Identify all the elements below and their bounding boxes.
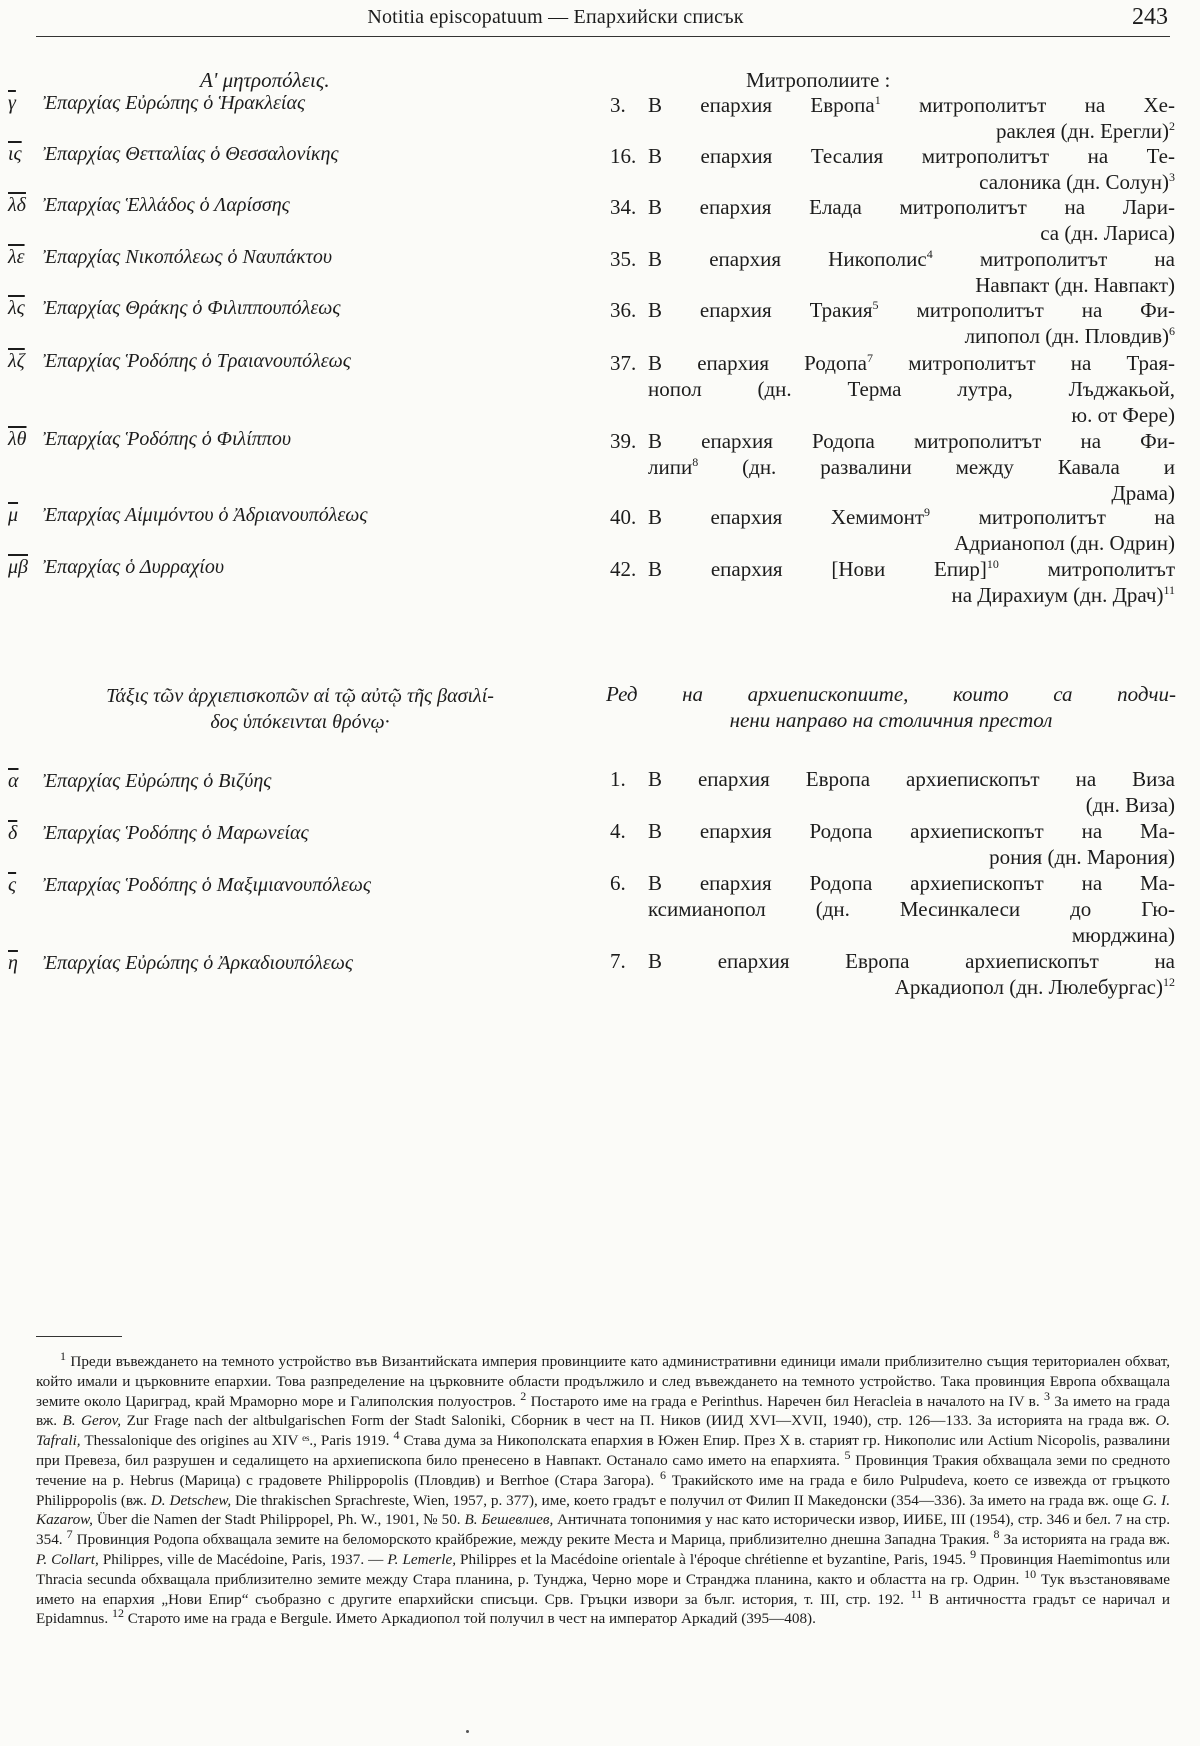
bulgarian-entry-text: В епархия Елада [648, 195, 862, 219]
greek-entry-number: $\overline{\alpha}$ [8, 770, 19, 792]
footnote-author: P. Collart, [36, 1550, 99, 1568]
footnote-mark: 3 [1043, 1388, 1050, 1403]
bulgarian-entry-text: Аркадиопол (дн. Люлебургас) [894, 975, 1163, 999]
footnote-mark: 11 [910, 1586, 923, 1601]
bulgarian-entry-text: митрополитът на [978, 505, 1175, 529]
footnote-ref: 2 [1169, 119, 1175, 133]
bulgarian-entry-text: са (дн. Лариса) [1040, 221, 1175, 245]
footnote-author: P. Lemerle, [387, 1550, 457, 1568]
bulgarian-entry-text: В епархия Тракия [648, 298, 873, 322]
greek-subheading-line: Τάξις τῶν ἀρχιεπισκοπῶν αἱ τῷ αὐτῷ τῆς βασιλί- [106, 685, 494, 707]
footnote-text: Philippes, ville de Macédoine, Paris, 1937. — [102, 1550, 384, 1568]
footnote-ref: 11 [1163, 583, 1175, 597]
bulgarian-entry-text: Навпакт (дн. Навпакт) [975, 273, 1175, 297]
bulgarian-entry [610, 948, 1175, 1000]
bulgarian-entry [610, 194, 1175, 246]
bulgarian-entry-text: мюрджина) [1071, 923, 1175, 947]
bulgarian-entry-text: В епархия [Нови Епир] [648, 557, 987, 581]
greek-entry-text: Ἐπαρχίας Ῥοδόπης ὁ Μαρωνείας [43, 822, 309, 844]
bulgarian-entry-text: салоника (дн. Солун) [979, 170, 1169, 194]
greek-entry-number: $\overline{\lambda\delta}$ [8, 194, 26, 216]
bulgarian-entry [610, 766, 1175, 818]
greek-entry-text: Ἐπαρχίας Ῥοδόπης ὁ Φιλίππου [43, 428, 291, 450]
footnote-author: B. Gerov, [62, 1412, 122, 1430]
bulgarian-entry-text: ксимианопол (дн. Месинкалеси до Гю- [648, 897, 1175, 921]
footnote-text: Zur Frage nach der altbulgarischen Form der Stadt Saloniki, Сборник в чест на П. Ников (ИИД XVI—XVII, 1940), стр. 126—133. За историята на града вж. [126, 1412, 1150, 1430]
greek-entry-number: $\overline{\lambda\varsigma}$ [8, 297, 25, 319]
bulgarian-entry-number: 16. [610, 144, 637, 168]
bulgarian-entry [610, 246, 1175, 298]
greek-entry [8, 556, 528, 579]
greek-entry-text: Ἐπαρχίας Εὐρώπης ὁ Βιζύης [43, 770, 272, 792]
greek-subheading-archbishoprics [40, 683, 560, 735]
bulgarian-entry-text: митрополитът на Фи- [916, 298, 1175, 322]
greek-entry-text: Ἐπαρχίας Ἑλλάδος ὁ Λαρίσσης [43, 194, 290, 216]
bulgarian-entry-text: В епархия Родопа архиепископът на Ма- [648, 871, 1175, 895]
footnote-text: Става дума за Никополската епархия в Южен Епир. През X в. старият гр. Никополис или Actium Nicopolis, развалини при Превеза, бил разрушен и седалището на архиепископа било пренесено в Навпакт. Останало само името на епархията. [36, 1432, 1171, 1469]
page-number: 243 [1132, 4, 1168, 30]
greek-entry-text: Ἐπαρχίας Θετταλίας ὁ Θεσσαλονίκης [43, 143, 339, 165]
footnote-text: Провинция Haemimontus или Thracia secunda обхващала приблизително земите между Стара планина, р. Тунджа, Черно море и Странджа планина, както и областта на гр. Одрин. [36, 1550, 1171, 1588]
greek-entry-number: $\overline{\mu}$ [8, 504, 19, 526]
greek-entry [8, 350, 528, 373]
bulgarian-entry-text: В епархия Никополис [648, 247, 927, 271]
bulgarian-subheading-line: Ред на архиепископиите, които са подчи- [606, 682, 1176, 706]
bulgarian-entry-text: митрополитът на [979, 247, 1175, 271]
bulgarian-entry [610, 504, 1175, 556]
greek-entry-text: Ἐπαρχίας Θράκης ὁ Φιλιππουπόλεως [43, 297, 341, 319]
footnote-mark: 9 [970, 1546, 977, 1561]
bulgarian-entry [610, 556, 1175, 608]
greek-subheading-line: δος ὑπόκεινται θρόνῳ· [210, 711, 390, 733]
bulgarian-entry [610, 428, 1175, 506]
running-header [36, 2, 1170, 37]
footnote-mark: 12 [111, 1606, 124, 1621]
footnote-ref: 12 [1163, 975, 1175, 989]
footnote-text: За името на града вж. [36, 1392, 1171, 1430]
greek-entry-number: $\overline{\delta}$ [8, 822, 18, 844]
greek-entry-text: Ἐπαρχίας Εὐρώπης ὁ Ἀρκαδιουπόλεως [43, 952, 354, 974]
footnote-text: Über die Namen der Stadt Philippopel, Ph. W., 1901, № 50. [96, 1511, 461, 1529]
greek-entry-number: $\overline{\iota\varsigma}$ [8, 143, 22, 165]
bulgarian-entry-number: 36. [610, 298, 637, 322]
greek-heading-metropoleis: Aʹ μητροπόλεις. [200, 68, 330, 92]
greek-entry [8, 428, 528, 451]
greek-entry-text: Ἐπαρχίας Εὐρώπης ὁ Ἡρακλείας [43, 92, 306, 114]
footnote-text: Die thrakischen Sprachreste, Wien, 1957, p. 377), име, което градът е получил от Филип II Македонски (354—336). За името на града вж. още [235, 1491, 1139, 1509]
bulgarian-entry-text: В епархия Тесалия [648, 144, 884, 168]
greek-entry-number: $\overline{\varsigma}$ [8, 874, 17, 896]
greek-entry [8, 194, 528, 217]
footnote-ref: 4 [926, 247, 933, 261]
greek-entry [8, 297, 528, 320]
footnote-author: D. Detschew, [150, 1491, 232, 1509]
footnote-text: Провинция Родопа обхващала земите на беломорското крайбрежие, между реките Места и Марица, приблизително днешна Западна Тракия. [76, 1531, 990, 1549]
bulgarian-entry-number: 7. [610, 949, 626, 973]
greek-entry [8, 92, 528, 115]
bulgarian-entry-text: (дн. развалини между Кавала и [742, 455, 1175, 479]
greek-entry-number: $\overline{\eta}$ [8, 952, 18, 974]
bulgarian-entry-text: В епархия Европа архиепископът на [648, 949, 1175, 973]
greek-entry-text: Ἐπαρχίας Νικοπόλεως ὁ Ναυπάκτου [43, 246, 333, 268]
footnotes-block [36, 1348, 1171, 1629]
footnote-text: В античността градът се наричал и Epidamnus. [36, 1590, 1171, 1628]
bulgarian-entry-text: липопол (дн. Пловдив) [964, 324, 1169, 348]
bulgarian-entry [610, 870, 1175, 948]
greek-entry [8, 770, 528, 793]
bulgarian-entry-number: 6. [610, 871, 626, 895]
bulgarian-entry-number: 37. [610, 351, 637, 375]
bulgarian-entry-number: 42. [610, 557, 637, 581]
greek-entry [8, 246, 528, 269]
greek-entry-text: Ἐπαρχίας ὁ Δυρραχίου [43, 556, 225, 578]
bulgarian-entry [610, 297, 1175, 349]
footnote-mark: 8 [993, 1527, 1000, 1542]
bulgarian-heading-metropolitans: Митрополиите : [746, 68, 891, 92]
footnote-author: В. Бешевлиев, [464, 1511, 554, 1529]
bulgarian-entry-text: митрополитът на Хе- [919, 93, 1175, 117]
footnote-text: Старото име на града е Bergule. Името Аркадиопол той получил в чест на император Аркадий (395—408). [127, 1610, 816, 1628]
footnote-text: Thessalonique des origines au XIV ᵉˢ., Paris 1919. [84, 1432, 390, 1450]
bulgarian-entry [610, 818, 1175, 870]
greek-entry-number: $\overline{\gamma}$ [8, 92, 16, 114]
footnote-text: Античната топонимия у нас като исторически извор, ИИБЕ, III (1954), стр. 346 и бел. 7 на стр. 354. [36, 1511, 1171, 1549]
greek-entry [8, 952, 528, 975]
footnote-author: O. Tafrali, [36, 1412, 1171, 1450]
footnote-text: Philippes et la Macédoine orientale à l'époque chrétienne et byzantine, Paris, 1945. [460, 1550, 967, 1568]
bulgarian-entry-text: В епархия Хемимонт [648, 505, 925, 529]
bulgarian-entry-text: Драма) [1111, 481, 1175, 505]
bulgarian-entry-number: 39. [610, 429, 637, 453]
footnote-text: Постарото име на града е Perinthus. Наречен бил Heracleia в началото на IV в. [530, 1392, 1040, 1410]
bulgarian-entry-text: митрополитът на Лари- [899, 195, 1175, 219]
footnote-mark: 1 [60, 1348, 66, 1363]
bulgarian-entry-text: (дн. Виза) [1085, 793, 1175, 817]
bulgarian-entry [610, 143, 1175, 195]
greek-entry-number: $\overline{\mu\beta}$ [8, 556, 28, 578]
greek-entry [8, 874, 528, 897]
footnote-ref: 7 [866, 351, 873, 365]
bulgarian-entry-text: В епархия Европа архиепископът на Виза [648, 767, 1175, 791]
footnote-text: Тракийското име на града е било Pulpudeva, което се извежда от гръцкото Philippopolis (вж. [36, 1471, 1171, 1509]
footnote-ref: 8 [692, 455, 699, 469]
footnote-text: Провинция Тракия обхващала земи по средното течение на р. Hebrus (Марица) с градовете Philippopolis (Пловдив) и Berrhoe (Стара Загора). [36, 1451, 1171, 1489]
footnote-ref: 3 [1169, 170, 1175, 184]
bulgarian-entry-number: 40. [610, 505, 637, 529]
bulgarian-subheading-archbishoprics [606, 681, 1176, 733]
bulgarian-entry-number: 3. [610, 93, 626, 117]
bulgarian-entry [610, 92, 1175, 144]
bulgarian-entry-text: раклея (дн. Ерегли) [995, 119, 1169, 143]
bulgarian-entry-text: митрополитът [1047, 557, 1175, 581]
footnote-mark: 5 [844, 1447, 851, 1462]
greek-entry-text: Ἐπαρχίας Αἱμιμόντου ὁ Ἀδριανουπόλεως [43, 504, 368, 526]
print-speck [466, 1730, 469, 1733]
footnote-ref: 1 [874, 93, 881, 107]
greek-entry-text: Ἐπαρχίας Ῥοδόπης ὁ Τραιανουπόλεως [43, 350, 351, 372]
bulgarian-entry-text: В епархия Родопа митрополитът на Фи- [648, 429, 1175, 453]
bulgarian-entry-number: 34. [610, 195, 637, 219]
bulgarian-entry-text: липи [648, 455, 693, 479]
bulgarian-entry-number: 1. [610, 767, 626, 791]
bulgarian-entry-number: 4. [610, 819, 626, 843]
footnote-text: Тук възстановяваме името на епархия „Нови Епир“ съобразно с другите епархийски списъци. Срв. Гръцки извори за бълг. история, т. III, стр. 192. [36, 1570, 1171, 1608]
footnote-ref: 9 [924, 505, 931, 519]
bulgarian-entry-number: 35. [610, 247, 637, 271]
bulgarian-entry-text: нопол (дн. Терма лутра, Лъджакьой, [648, 377, 1175, 401]
footnote-ref: 10 [986, 557, 999, 571]
greek-entry-text: Ἐπαρχίας Ῥοδόπης ὁ Μαξιμιανουπόλεως [43, 874, 372, 896]
footnote-mark: 10 [1024, 1566, 1037, 1581]
bulgarian-entry-text: рония (дн. Марония) [989, 845, 1175, 869]
bulgarian-entry-text: В епархия Родопа [648, 351, 867, 375]
bulgarian-entry [610, 350, 1175, 428]
footnote-text: За историята на града вж. [1003, 1531, 1171, 1549]
footnote-mark: 6 [659, 1467, 666, 1482]
bulgarian-entry-text: В епархия Европа [648, 93, 875, 117]
greek-entry-number: $\overline{\lambda\zeta}$ [8, 350, 25, 372]
greek-entry [8, 504, 528, 527]
bulgarian-subheading-line: нени направо на столичния престол [729, 708, 1053, 732]
footnote-ref: 6 [1169, 324, 1175, 338]
footnote-text: Преди въвеждането на темното устройство във Византийската империя провинциите като административни единици имали приблизително същия териториален обхват, който имали и църковните епархии. Това разпределение на църковните области продължило и след въвеждането на темното устройство. Така провинция Европа обхващала земите около Цариград, край Мраморно море и Галиполския полуостров. [36, 1353, 1170, 1410]
bulgarian-entry-text: на Дирахиум (дн. Драч) [951, 583, 1164, 607]
greek-entry [8, 822, 528, 845]
footnote-ref: 5 [872, 298, 879, 312]
greek-entry-number: $\overline{\lambda\theta}$ [8, 428, 27, 450]
bulgarian-entry-text: ю. от Фере) [1071, 403, 1175, 427]
greek-entry [8, 143, 528, 166]
footnote-mark: 2 [520, 1388, 527, 1403]
bulgarian-entry-text: митрополитът на Те- [921, 144, 1176, 168]
running-title: Notitia episcopatuum — Епархийски списък [367, 6, 744, 28]
bulgarian-entry-text: В епархия Родопа архиепископът на Ма- [648, 819, 1175, 843]
footnote-mark: 7 [66, 1527, 73, 1542]
footnote-mark: 4 [393, 1428, 400, 1443]
bulgarian-entry-text: Адрианопол (дн. Одрин) [954, 531, 1175, 555]
greek-entry-number: $\overline{\lambda\varepsilon}$ [8, 246, 25, 268]
bulgarian-entry-text: митрополитът на Трая- [908, 351, 1175, 375]
footnote-divider [36, 1336, 122, 1337]
footnote-author: G. I. Kazarow, [36, 1491, 1171, 1529]
